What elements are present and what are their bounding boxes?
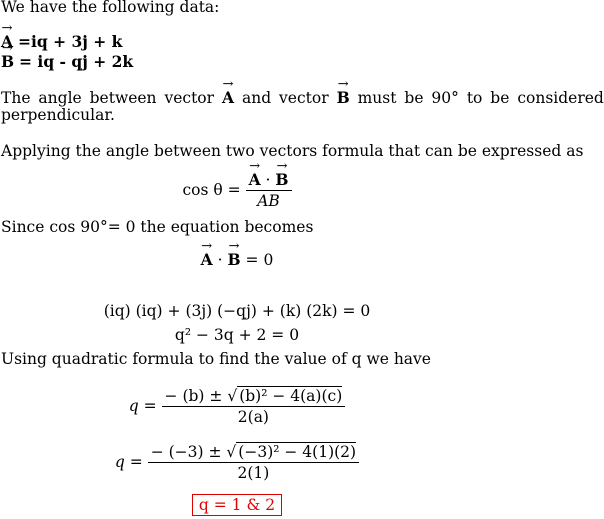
- vector-b-expression: = iq - qj + 2k: [19, 52, 134, 71]
- vector-b-dot: → B: [228, 250, 241, 269]
- perp-text-a: The angle between vector: [1, 89, 215, 107]
- vector-a-expression: =iq + 3j + k: [17, 32, 123, 51]
- equals-zero: = 0: [245, 251, 274, 269]
- substituted-formula: [0, 442, 474, 482]
- cosine-numerator: [246, 170, 292, 191]
- dot-operator-2: ·: [217, 251, 223, 269]
- vector-b-symbol: → B: [1, 52, 14, 71]
- perp-text-c: must be 90° to be considered: [357, 89, 604, 107]
- vector-b-definition: [1, 52, 133, 71]
- vector-a-symbol: → A: [1, 32, 13, 51]
- substituted-fraction: [148, 442, 359, 482]
- perp-line2: perpendicular.: [1, 106, 115, 124]
- q-equals-2: q =: [114, 453, 143, 471]
- quadratic-intro-text: Using quadratic formula to find the value of q we have: [1, 350, 431, 368]
- vector-b-inline: → B: [337, 88, 350, 107]
- vector-a-dot: → A: [201, 250, 213, 269]
- apply-formula-text: Applying the angle between two vectors formula that can be expressed as: [1, 142, 584, 160]
- cosine-denominator: AB: [257, 192, 280, 210]
- since-text: Since cos 90°= 0 the equation becomes: [1, 218, 314, 236]
- formula-denominator: 2(a): [237, 408, 269, 426]
- answer-row: [0, 494, 474, 516]
- cosine-fraction: [246, 170, 292, 210]
- quadratic-equation: q² − 3q + 2 = 0: [174, 326, 300, 344]
- intro-text: We have the following data:: [1, 0, 220, 16]
- formula-radicand: (b)² − 4(a)(c): [239, 387, 343, 405]
- dot-operator: ·: [265, 171, 271, 189]
- substituted-denominator: 2(1): [237, 464, 270, 482]
- formula-numerator: − (b) ± √ (b)² − 4(a)(c): [162, 386, 346, 407]
- quadratic-formula: [0, 386, 474, 426]
- answer-box: q = 1 & 2: [192, 494, 282, 516]
- perpendicular-condition: [1, 88, 604, 107]
- formula-num-prefix: − (b) ±: [164, 387, 223, 405]
- vector-a-definition: [1, 32, 122, 51]
- cos-theta-label: cos θ =: [182, 181, 241, 199]
- dot-product-zero: [0, 250, 474, 269]
- formula-fraction: [162, 386, 346, 426]
- cosine-formula: [0, 170, 474, 210]
- substituted-num-prefix: − (−3) ±: [150, 443, 222, 461]
- expanded-equation: (iq) (iq) + (3j) (−qj) + (k) (2k) = 0: [103, 302, 371, 320]
- vector-b-num: → B: [275, 170, 288, 189]
- q-equals: q =: [128, 397, 157, 415]
- perp-text-b: and vector: [241, 89, 329, 107]
- substituted-radicand: (−3)² − 4(1)(2): [238, 443, 357, 461]
- vector-a-num: → A: [249, 170, 261, 189]
- substituted-numerator: − (−3) ± √ (−3)² − 4(1)(2): [148, 442, 359, 463]
- vector-a-inline: → A: [222, 88, 234, 107]
